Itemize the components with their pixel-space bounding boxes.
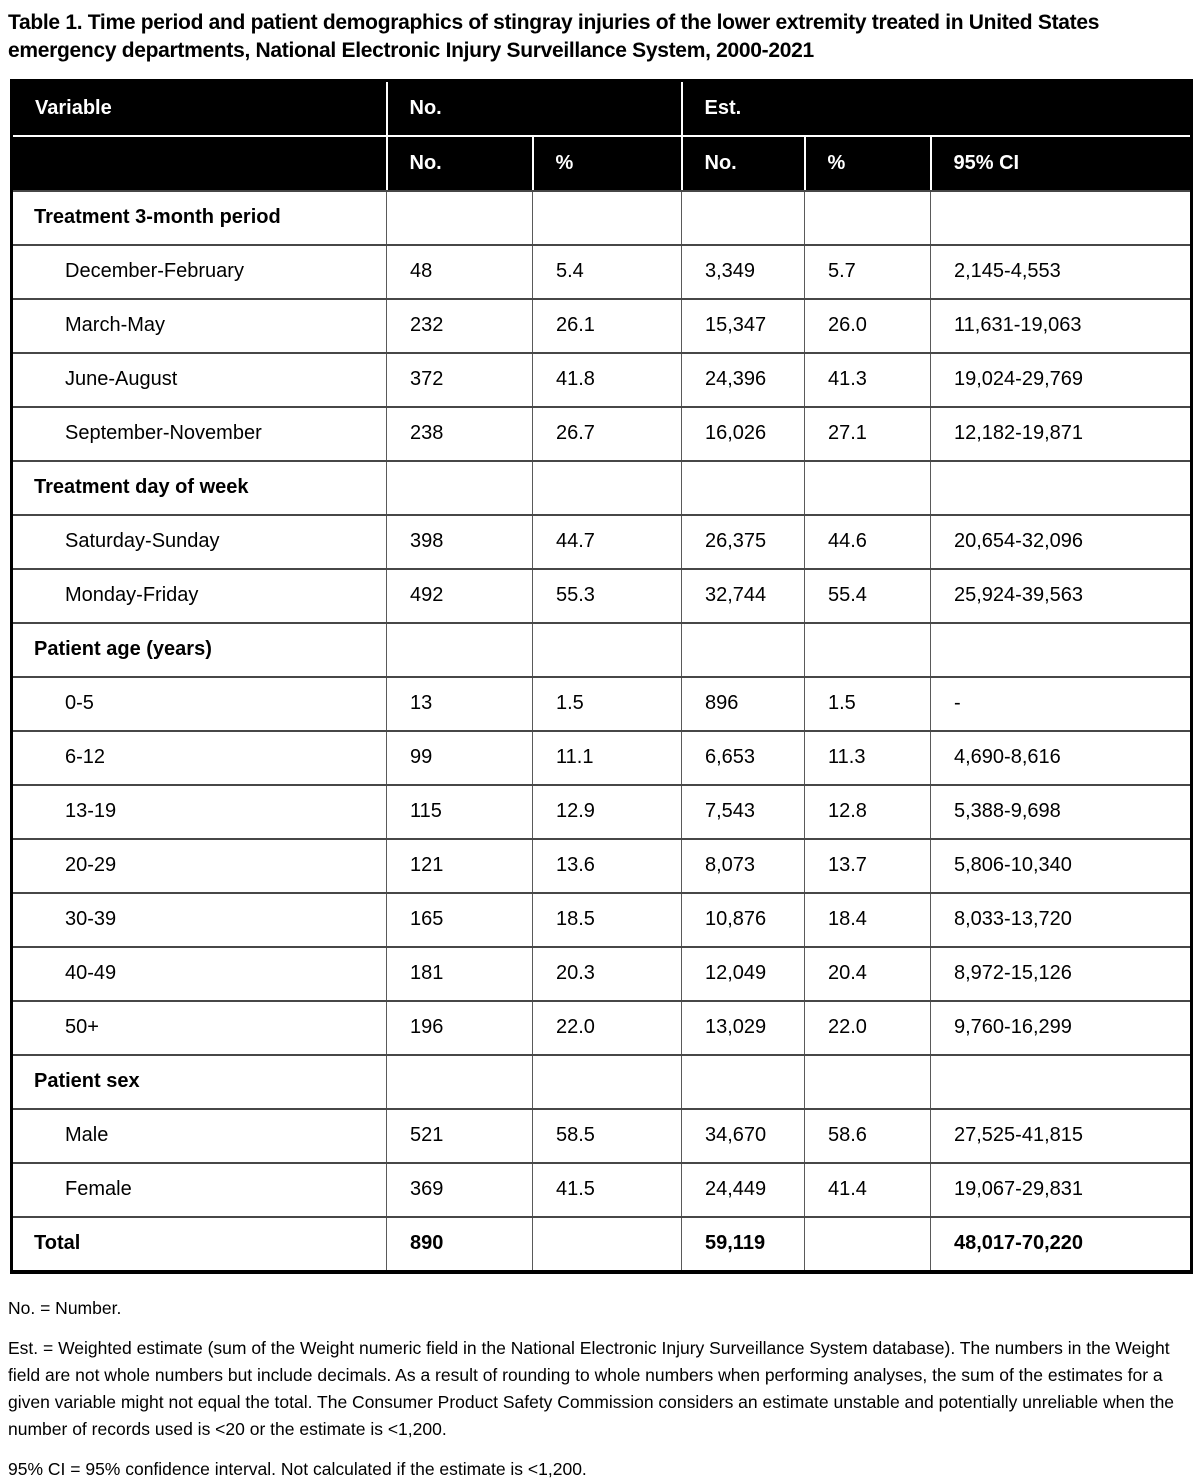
table-row	[12, 569, 1192, 623]
est-pct-cell: 41.3	[805, 353, 931, 407]
header-group-est: Est.	[682, 80, 1192, 136]
no-cell: 181	[387, 947, 533, 1001]
row-label-cell: Saturday-Sunday	[12, 515, 387, 569]
table-row	[12, 407, 1192, 461]
ci-cell: 8,033-13,720	[931, 893, 1192, 947]
ci-cell: 9,760-16,299	[931, 1001, 1192, 1055]
no-cell: 369	[387, 1163, 533, 1217]
est-no-cell: 59,119	[682, 1217, 805, 1272]
est-pct-cell	[805, 1055, 931, 1109]
footnote-ci-definition: 95% CI = 95% confidence interval. Not calculated if the estimate is <1,200.	[8, 1459, 587, 1480]
ci-cell: 11,631-19,063	[931, 299, 1192, 353]
table-caption: Table 1. Time period and patient demographics of stingray injuries of the lower extremity treated in United States emergency departments, National Electronic Injury Surveillance System, 2000-2021	[8, 11, 1100, 63]
header-sub-pct: %	[533, 136, 682, 191]
pct-cell	[533, 623, 682, 677]
no-cell: 13	[387, 677, 533, 731]
header-sub-row	[12, 136, 1192, 191]
no-cell: 121	[387, 839, 533, 893]
ci-cell	[931, 461, 1192, 515]
header-sub-no: No.	[387, 136, 533, 191]
no-cell: 890	[387, 1217, 533, 1272]
est-pct-cell: 44.6	[805, 515, 931, 569]
ci-cell: 19,067-29,831	[931, 1163, 1192, 1217]
ci-cell: 8,972-15,126	[931, 947, 1192, 1001]
est-no-cell: 24,449	[682, 1163, 805, 1217]
est-pct-cell	[805, 623, 931, 677]
pct-cell: 20.3	[533, 947, 682, 1001]
ci-cell: -	[931, 677, 1192, 731]
footnotes	[8, 1295, 1188, 1483]
no-cell	[387, 623, 533, 677]
pct-cell	[533, 191, 682, 245]
ci-cell: 5,806-10,340	[931, 839, 1192, 893]
pct-cell: 44.7	[533, 515, 682, 569]
est-pct-cell: 26.0	[805, 299, 931, 353]
row-label-cell: September-November	[12, 407, 387, 461]
est-no-cell: 6,653	[682, 731, 805, 785]
pct-cell: 11.1	[533, 731, 682, 785]
footnote-est-definition: Est. = Weighted estimate (sum of the Weight numeric field in the National Electronic Injury Surveillance System database). The numbers in the Weight field are not whole numbers but include decimals. As a result of rounding to whole numbers when performing analyses, the sum of the estimates for a given variable might not equal the total. The Consumer Product Safety Commission considers an estimate unstable and potentially unreliable when the number of records used is <20 or the estimate is <1,200.	[8, 1337, 1175, 1440]
footnote-no-definition: No. = Number.	[8, 1297, 122, 1318]
no-cell	[387, 1055, 533, 1109]
page	[0, 9, 1200, 1480]
ci-cell	[931, 1055, 1192, 1109]
row-label-cell: 50+	[12, 1001, 387, 1055]
table-row	[12, 245, 1192, 299]
est-no-cell	[682, 461, 805, 515]
table-row	[12, 1163, 1192, 1217]
row-label-cell: Male	[12, 1109, 387, 1163]
pct-cell: 22.0	[533, 1001, 682, 1055]
est-no-cell: 8,073	[682, 839, 805, 893]
est-no-cell	[682, 623, 805, 677]
header-sub-ci: 95% CI	[931, 136, 1192, 191]
est-no-cell	[682, 191, 805, 245]
no-cell	[387, 191, 533, 245]
row-label-cell: 20-29	[12, 839, 387, 893]
header-variable: Variable	[12, 80, 387, 136]
ci-cell: 48,017-70,220	[931, 1217, 1192, 1272]
row-label-cell: 0-5	[12, 677, 387, 731]
row-label-cell: Treatment 3-month period	[12, 191, 387, 245]
est-pct-cell: 20.4	[805, 947, 931, 1001]
pct-cell	[533, 1217, 682, 1272]
est-pct-cell: 5.7	[805, 245, 931, 299]
table-row	[12, 893, 1192, 947]
est-pct-cell: 22.0	[805, 1001, 931, 1055]
no-cell: 521	[387, 1109, 533, 1163]
header-sub-est-no: No.	[682, 136, 805, 191]
row-label-cell: Total	[12, 1217, 387, 1272]
est-no-cell: 32,744	[682, 569, 805, 623]
table-row	[12, 839, 1192, 893]
pct-cell: 41.8	[533, 353, 682, 407]
pct-cell: 26.1	[533, 299, 682, 353]
est-no-cell: 7,543	[682, 785, 805, 839]
est-pct-cell	[805, 461, 931, 515]
table-row	[12, 1001, 1192, 1055]
est-pct-cell: 41.4	[805, 1163, 931, 1217]
section-row	[12, 623, 1192, 677]
table-row	[12, 947, 1192, 1001]
ci-cell: 4,690-8,616	[931, 731, 1192, 785]
est-no-cell: 24,396	[682, 353, 805, 407]
header-group-no: No.	[387, 80, 682, 136]
header-group-row	[12, 80, 1192, 136]
no-cell	[387, 461, 533, 515]
pct-cell: 5.4	[533, 245, 682, 299]
est-pct-cell: 11.3	[805, 731, 931, 785]
section-row	[12, 461, 1192, 515]
row-label-cell: December-February	[12, 245, 387, 299]
pct-cell: 12.9	[533, 785, 682, 839]
header-sub-est-pct: %	[805, 136, 931, 191]
row-label-cell: 13-19	[12, 785, 387, 839]
est-pct-cell: 27.1	[805, 407, 931, 461]
table-row	[12, 515, 1192, 569]
row-label-cell: 6-12	[12, 731, 387, 785]
no-cell: 115	[387, 785, 533, 839]
ci-cell: 25,924-39,563	[931, 569, 1192, 623]
no-cell: 372	[387, 353, 533, 407]
row-label-cell: Monday-Friday	[12, 569, 387, 623]
ci-cell	[931, 623, 1192, 677]
est-pct-cell: 58.6	[805, 1109, 931, 1163]
table-row	[12, 677, 1192, 731]
est-pct-cell: 1.5	[805, 677, 931, 731]
table-header	[12, 80, 1192, 191]
no-cell: 492	[387, 569, 533, 623]
demographics-table	[10, 79, 1193, 1274]
est-pct-cell: 55.4	[805, 569, 931, 623]
est-no-cell: 13,029	[682, 1001, 805, 1055]
row-label-cell: March-May	[12, 299, 387, 353]
pct-cell: 18.5	[533, 893, 682, 947]
table-row	[12, 731, 1192, 785]
row-label-cell: 40-49	[12, 947, 387, 1001]
header-sub-empty	[12, 136, 387, 191]
table-row	[12, 353, 1192, 407]
est-no-cell: 34,670	[682, 1109, 805, 1163]
table-row	[12, 785, 1192, 839]
pct-cell	[533, 461, 682, 515]
row-label-cell: Patient age (years)	[12, 623, 387, 677]
no-cell: 238	[387, 407, 533, 461]
est-pct-cell: 13.7	[805, 839, 931, 893]
row-label-cell: 30-39	[12, 893, 387, 947]
row-label-cell: Treatment day of week	[12, 461, 387, 515]
total-row	[12, 1217, 1192, 1272]
table-row	[12, 1109, 1192, 1163]
table-body	[12, 191, 1192, 1272]
section-row	[12, 1055, 1192, 1109]
est-pct-cell: 18.4	[805, 893, 931, 947]
no-cell: 232	[387, 299, 533, 353]
est-no-cell: 26,375	[682, 515, 805, 569]
pct-cell: 58.5	[533, 1109, 682, 1163]
no-cell: 99	[387, 731, 533, 785]
est-no-cell: 12,049	[682, 947, 805, 1001]
est-pct-cell	[805, 191, 931, 245]
no-cell: 48	[387, 245, 533, 299]
table-row	[12, 299, 1192, 353]
ci-cell	[931, 191, 1192, 245]
row-label-cell: Female	[12, 1163, 387, 1217]
ci-cell: 19,024-29,769	[931, 353, 1192, 407]
no-cell: 398	[387, 515, 533, 569]
pct-cell: 55.3	[533, 569, 682, 623]
est-pct-cell	[805, 1217, 931, 1272]
pct-cell	[533, 1055, 682, 1109]
pct-cell: 41.5	[533, 1163, 682, 1217]
est-no-cell: 16,026	[682, 407, 805, 461]
est-no-cell	[682, 1055, 805, 1109]
row-label-cell: June-August	[12, 353, 387, 407]
est-no-cell: 3,349	[682, 245, 805, 299]
ci-cell: 12,182-19,871	[931, 407, 1192, 461]
no-cell: 196	[387, 1001, 533, 1055]
pct-cell: 13.6	[533, 839, 682, 893]
ci-cell: 5,388-9,698	[931, 785, 1192, 839]
est-no-cell: 15,347	[682, 299, 805, 353]
est-pct-cell: 12.8	[805, 785, 931, 839]
ci-cell: 2,145-4,553	[931, 245, 1192, 299]
pct-cell: 26.7	[533, 407, 682, 461]
no-cell: 165	[387, 893, 533, 947]
ci-cell: 27,525-41,815	[931, 1109, 1192, 1163]
ci-cell: 20,654-32,096	[931, 515, 1192, 569]
row-label-cell: Patient sex	[12, 1055, 387, 1109]
pct-cell: 1.5	[533, 677, 682, 731]
section-row	[12, 191, 1192, 245]
est-no-cell: 896	[682, 677, 805, 731]
est-no-cell: 10,876	[682, 893, 805, 947]
